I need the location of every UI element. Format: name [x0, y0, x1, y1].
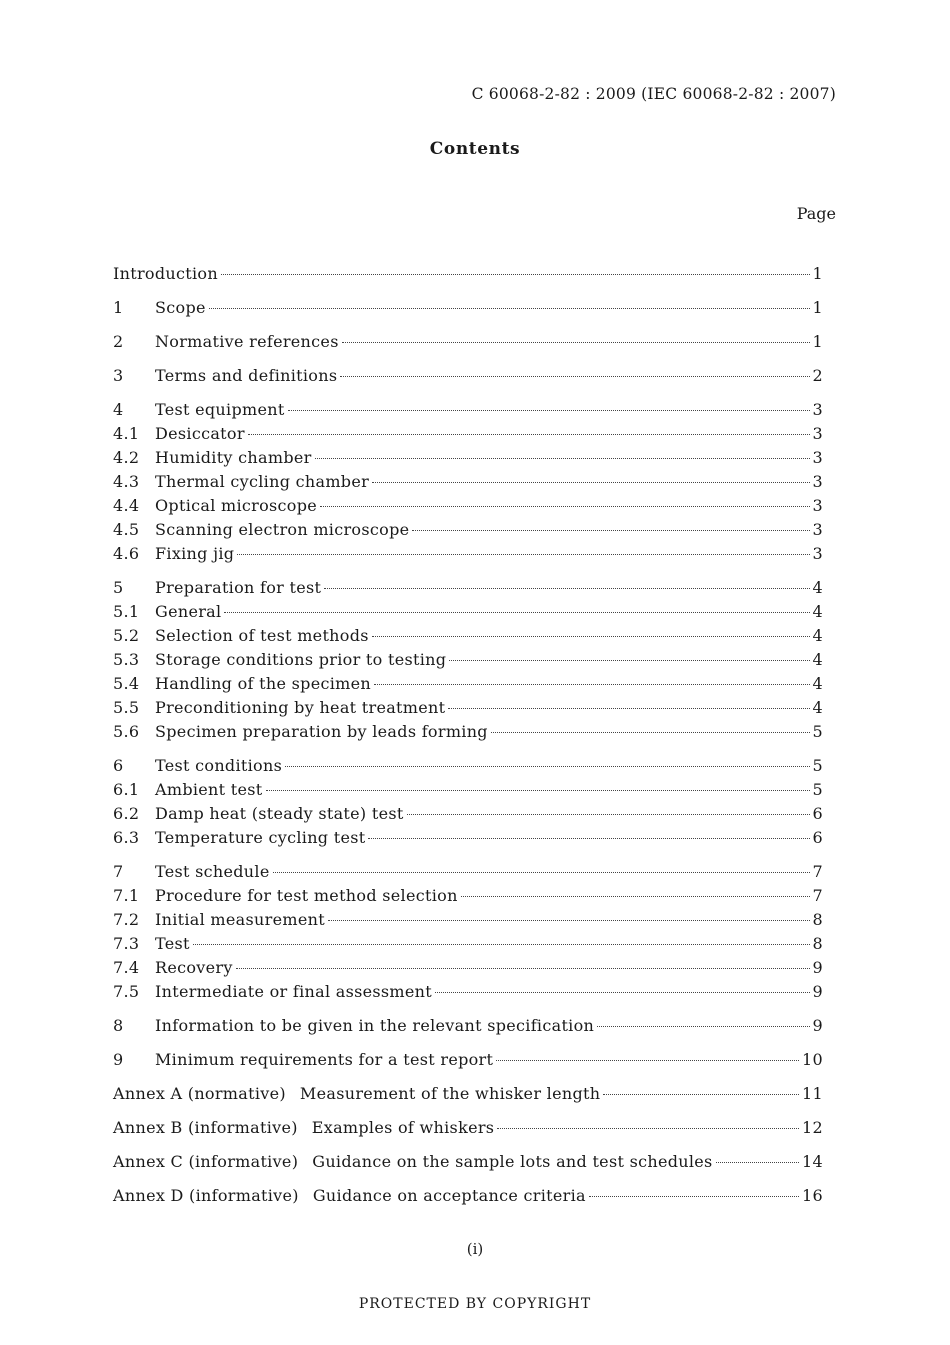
- toc-entry-number: 7.4: [113, 958, 140, 977]
- toc-entry[interactable]: [113, 886, 823, 910]
- toc-entry-page: 4: [812, 626, 823, 645]
- page-column-label: Page: [796, 204, 836, 223]
- toc-entry-number: 4.1: [113, 424, 140, 443]
- toc-entry-page: 1: [812, 264, 823, 283]
- toc-entry-page: 10: [802, 1050, 823, 1069]
- dot-leader: [374, 684, 810, 685]
- toc-entry-label: Scope: [155, 298, 206, 317]
- toc-entry[interactable]: [113, 804, 823, 828]
- toc-entry-label: Preconditioning by heat treatment: [155, 698, 446, 717]
- toc-entry-page: 4: [812, 650, 823, 669]
- toc-entry[interactable]: [113, 496, 823, 520]
- toc-entry[interactable]: [113, 366, 823, 390]
- toc-entry-page: 6: [812, 828, 823, 847]
- dot-leader: [603, 1094, 799, 1095]
- dot-leader: [273, 872, 810, 873]
- toc-entry-page: 4: [812, 698, 823, 717]
- annex-page: 14: [802, 1152, 823, 1171]
- dot-leader: [221, 274, 810, 275]
- dot-leader: [589, 1196, 799, 1197]
- annex-designation: Annex B (informative): [113, 1118, 298, 1137]
- toc-entry-page: 1: [812, 332, 823, 351]
- toc-entry[interactable]: [113, 578, 823, 602]
- toc-entry[interactable]: [113, 298, 823, 322]
- dot-leader: [324, 588, 809, 589]
- dot-leader: [448, 708, 809, 709]
- toc-entry-label: Ambient test: [155, 780, 263, 799]
- toc-entry[interactable]: [113, 862, 823, 886]
- toc-entry-number: 6.2: [113, 804, 140, 823]
- toc-entry-label: Introduction: [113, 264, 218, 283]
- toc-entry-number: 5.4: [113, 674, 140, 693]
- annex-title: Guidance on acceptance criteria: [312, 1186, 586, 1205]
- dot-leader: [248, 434, 810, 435]
- toc-entry-label: Test conditions: [155, 756, 283, 775]
- toc-entry-label: Optical microscope: [155, 496, 318, 515]
- toc-entry[interactable]: [113, 780, 823, 804]
- dot-leader: [435, 992, 810, 993]
- toc-entry-page: 3: [812, 448, 823, 467]
- toc-entry-number: 7.3: [113, 934, 140, 953]
- toc-entry-label: Scanning electron microscope: [155, 520, 410, 539]
- toc-entry[interactable]: [113, 958, 823, 982]
- annex-page: 11: [802, 1084, 823, 1103]
- dot-leader: [266, 790, 810, 791]
- toc-entry[interactable]: [113, 828, 823, 852]
- toc-entry-number: 6.1: [113, 780, 140, 799]
- dot-leader: [461, 896, 810, 897]
- toc-entry-number: 5.5: [113, 698, 140, 717]
- annex-designation: Annex D (informative): [113, 1186, 299, 1205]
- toc-entry-page: 9: [812, 982, 823, 1001]
- toc-entry-label: Minimum requirements for a test report: [155, 1050, 494, 1069]
- annex-designation: Annex A (normative): [113, 1084, 286, 1103]
- toc-entry[interactable]: [113, 982, 823, 1006]
- toc-entry-page: 5: [812, 780, 823, 799]
- annex-page: 16: [802, 1186, 823, 1205]
- toc-entry-label: Procedure for test method selection: [155, 886, 458, 905]
- dot-leader: [491, 732, 810, 733]
- toc-entry-page: 8: [812, 934, 823, 953]
- toc-entry[interactable]: [113, 674, 823, 698]
- toc-entry-number: 4.2: [113, 448, 140, 467]
- toc-entry[interactable]: [113, 650, 823, 674]
- dot-leader: [497, 1128, 799, 1129]
- toc-entry-label: Desiccator: [155, 424, 245, 443]
- toc-entry-label: Preparation for test: [155, 578, 322, 597]
- dot-leader: [237, 554, 809, 555]
- dot-leader: [315, 458, 810, 459]
- toc-annex-entry[interactable]: [113, 1084, 823, 1108]
- toc-entry[interactable]: [113, 424, 823, 448]
- toc-entry-page: 6: [812, 804, 823, 823]
- toc-entry-number: 5.6: [113, 722, 140, 741]
- annex-title: Guidance on the sample lots and test schedules: [312, 1152, 713, 1171]
- toc-entry-number: 4.6: [113, 544, 140, 563]
- document-id: C 60068-2-82 : 2009 (IEC 60068-2-82 : 2007): [471, 85, 836, 103]
- toc-entry-number: 4: [113, 400, 124, 419]
- toc-entry-number: 2: [113, 332, 124, 351]
- toc-entry-page: 9: [812, 1016, 823, 1035]
- toc-entry-page: 9: [812, 958, 823, 977]
- toc-entry-page: 1: [812, 298, 823, 317]
- dot-leader: [320, 506, 809, 507]
- toc-entry-number: 5.3: [113, 650, 140, 669]
- toc-entry-label: Normative references: [155, 332, 339, 351]
- toc-entry-label: Temperature cycling test: [155, 828, 366, 847]
- annex-title: Measurement of the whisker length: [299, 1084, 601, 1103]
- toc-entry-page: 3: [812, 496, 823, 515]
- toc-entry-number: 6: [113, 756, 124, 775]
- toc-entry[interactable]: [113, 1016, 823, 1040]
- copyright-notice: PROTECTED BY COPYRIGHT: [358, 1296, 592, 1312]
- toc-entry-number: 9: [113, 1050, 124, 1069]
- toc-entry-number: 8: [113, 1016, 124, 1035]
- table-of-contents: [113, 264, 823, 1210]
- toc-entry-number: 5.1: [113, 602, 140, 621]
- dot-leader: [328, 920, 810, 921]
- toc-entry-number: 5.2: [113, 626, 140, 645]
- toc-entry-label: Humidity chamber: [155, 448, 312, 467]
- toc-entry-page: 8: [812, 910, 823, 929]
- toc-entry-label: Thermal cycling chamber: [155, 472, 370, 491]
- dot-leader: [407, 814, 810, 815]
- toc-entry-page: 4: [812, 578, 823, 597]
- toc-entry-label: Intermediate or final assessment: [155, 982, 432, 1001]
- toc-entry-page: 3: [812, 472, 823, 491]
- dot-leader: [224, 612, 809, 613]
- toc-entry-number: 4.4: [113, 496, 140, 515]
- dot-leader: [285, 766, 809, 767]
- toc-annex-entry[interactable]: [113, 1118, 823, 1142]
- toc-entry-number: 5: [113, 578, 124, 597]
- toc-entry-label: Test schedule: [155, 862, 270, 881]
- dot-leader: [368, 838, 809, 839]
- dot-leader: [193, 944, 810, 945]
- toc-entry[interactable]: [113, 520, 823, 544]
- page-title: Contents: [429, 139, 521, 159]
- dot-leader: [716, 1162, 799, 1163]
- toc-entry-label: Fixing jig: [155, 544, 235, 563]
- toc-entry-number: 3: [113, 366, 124, 385]
- toc-entry-page: 2: [812, 366, 823, 385]
- dot-leader: [597, 1026, 809, 1027]
- toc-entry[interactable]: [113, 626, 823, 650]
- toc-entry-page: 7: [812, 862, 823, 881]
- toc-entry-label: Specimen preparation by leads forming: [155, 722, 488, 741]
- toc-entry[interactable]: [113, 756, 823, 780]
- toc-entry[interactable]: [113, 472, 823, 496]
- toc-entry[interactable]: [113, 400, 823, 424]
- toc-entry[interactable]: [113, 264, 823, 288]
- toc-entry-number: 7.2: [113, 910, 140, 929]
- toc-entry-page: 5: [812, 756, 823, 775]
- annex-designation: Annex C (informative): [113, 1152, 299, 1171]
- toc-entry-number: 1: [113, 298, 124, 317]
- toc-entry-number: 7.1: [113, 886, 140, 905]
- toc-annex-entry[interactable]: [113, 1186, 823, 1210]
- dot-leader: [340, 376, 809, 377]
- toc-entry-number: 4.5: [113, 520, 140, 539]
- page-number: (i): [466, 1240, 484, 1258]
- toc-entry-label: Selection of test methods: [155, 626, 369, 645]
- toc-entry-label: Storage conditions prior to testing: [155, 650, 447, 669]
- toc-entry-label: Test equipment: [155, 400, 285, 419]
- toc-entry[interactable]: [113, 332, 823, 356]
- toc-entry[interactable]: [113, 910, 823, 934]
- toc-entry-number: 7.5: [113, 982, 140, 1001]
- toc-entry[interactable]: [113, 602, 823, 626]
- toc-entry-page: 5: [812, 722, 823, 741]
- toc-entry-label: Handling of the specimen: [155, 674, 371, 693]
- toc-entry-number: 6.3: [113, 828, 140, 847]
- toc-entry-page: 3: [812, 544, 823, 563]
- dot-leader: [412, 530, 809, 531]
- toc-entry-number: 4.3: [113, 472, 140, 491]
- toc-entry-page: 3: [812, 424, 823, 443]
- toc-entry-label: Information to be given in the relevant specification: [155, 1016, 595, 1035]
- toc-entry-label: Test: [155, 934, 190, 953]
- toc-entry-page: 3: [812, 400, 823, 419]
- toc-entry-label: Terms and definitions: [155, 366, 338, 385]
- toc-entry[interactable]: [113, 1050, 823, 1074]
- annex-title: Examples of whiskers: [311, 1118, 495, 1137]
- toc-entry-page: 4: [812, 674, 823, 693]
- dot-leader: [236, 968, 810, 969]
- dot-leader: [449, 660, 809, 661]
- dot-leader: [496, 1060, 799, 1061]
- dot-leader: [209, 308, 810, 309]
- toc-entry-label: Damp heat (steady state) test: [155, 804, 404, 823]
- annex-page: 12: [802, 1118, 823, 1137]
- toc-entry[interactable]: [113, 448, 823, 472]
- toc-entry-page: 4: [812, 602, 823, 621]
- dot-leader: [288, 410, 810, 411]
- dot-leader: [342, 342, 810, 343]
- toc-entry-label: Initial measurement: [155, 910, 325, 929]
- toc-entry[interactable]: [113, 544, 823, 568]
- dot-leader: [372, 636, 810, 637]
- dot-leader: [372, 482, 809, 483]
- toc-entry-page: 7: [812, 886, 823, 905]
- toc-entry[interactable]: [113, 934, 823, 958]
- toc-entry-number: 7: [113, 862, 124, 881]
- toc-entry-label: General: [155, 602, 222, 621]
- toc-annex-entry[interactable]: [113, 1152, 823, 1176]
- toc-entry[interactable]: [113, 698, 823, 722]
- toc-entry-label: Recovery: [155, 958, 233, 977]
- toc-entry-page: 3: [812, 520, 823, 539]
- toc-entry[interactable]: [113, 722, 823, 746]
